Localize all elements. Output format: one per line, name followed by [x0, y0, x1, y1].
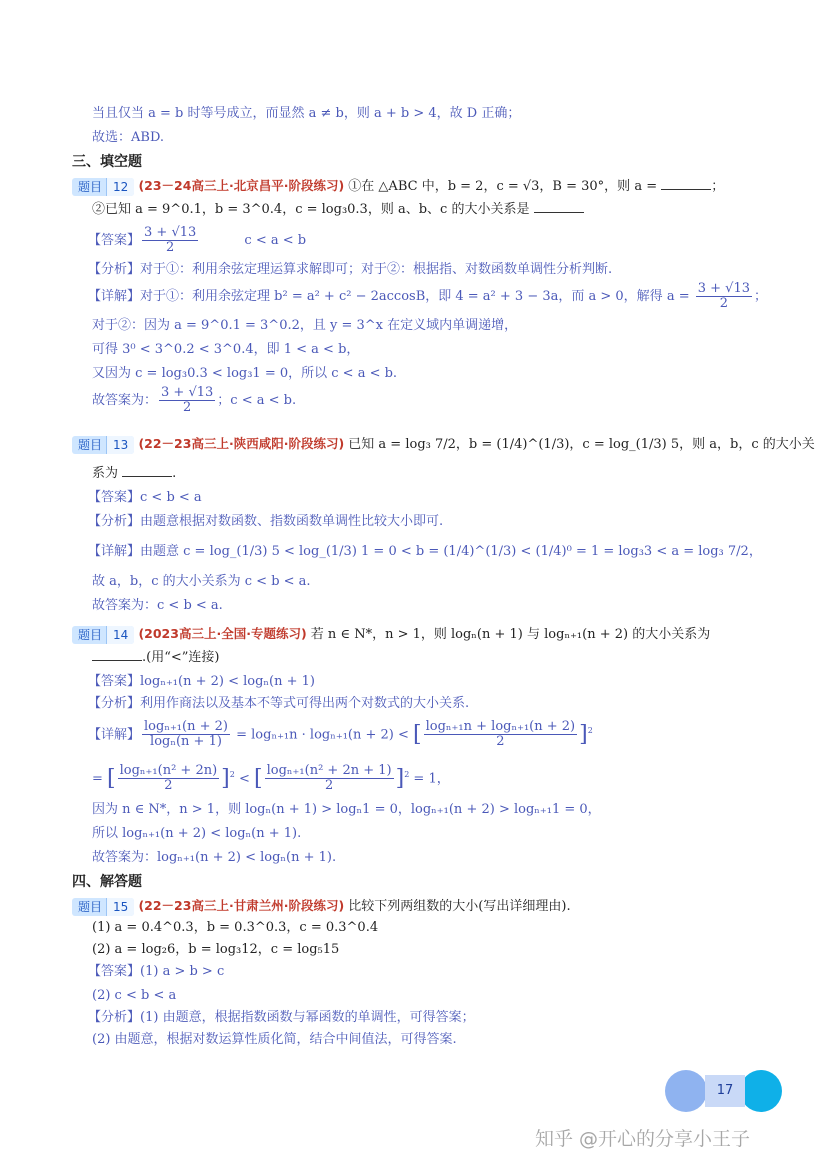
question-source: (2023高三上·全国·专题练习)	[138, 626, 307, 641]
question-13-stem-2: 系为 .	[92, 466, 177, 481]
answer-blank	[661, 177, 711, 190]
detail-line: 故 a，b，c 的大小关系为 c < b < a.	[92, 574, 311, 589]
detail-line: = [ $\frac{\text{logₙ₊₁(n² + 2n)}}{2}$ ]$^2$ < [ $\frac{\text{logₙ₊₁(n² + 2n + 1)}}{2}$ ]$^2$ = 1，	[92, 763, 450, 794]
answer-blank	[122, 464, 172, 477]
section-heading: 三、填空题	[72, 154, 142, 170]
detail-line: 所以 logₙ₊₁(n + 2) < logₙ(n + 1).	[92, 826, 302, 841]
detail-line: 因为 n ∈ N*，n > 1，则 logₙ(n + 1) > logₙ1 = 0，logₙ₊₁(n + 2) > logₙ₊₁1 = 0，	[92, 802, 601, 817]
answer-line: 【答案】c < b < a	[88, 490, 202, 505]
question-part: (2) a = log₂6，b = log₃12，c = log₅15	[92, 942, 340, 957]
answer-line: (2) c < b < a	[92, 988, 177, 1003]
detail-line: 对于②：因为 a = 9^0.1 = 3^0.2，且 y = 3^x 在定义域内单调递增，	[92, 318, 518, 333]
fraction: $\frac{\text{logₙ₊₁(n² + 2n + 1)}}{2}$	[266, 763, 392, 794]
detail-line: 又因为 c = log₃0.3 < log₃1 = 0，所以 c < a < b.	[92, 366, 398, 381]
final-answer-line: 故答案为：c < b < a.	[92, 598, 223, 613]
solution-line: 当且仅当 a = b 时等号成立，而显然 a ≠ b，则 a + b > 4，故 D 正确；	[92, 106, 521, 121]
solution-line: 故选：ABD.	[92, 130, 165, 145]
answer-blank	[534, 200, 584, 213]
final-answer-line: 故答案为： $\frac{3 + √13}{2}$ ；c < a < b.	[92, 385, 297, 415]
answer-blank	[92, 648, 142, 661]
question-tag: 题目 12	[72, 178, 134, 196]
question-tag: 题目 15	[72, 898, 134, 916]
watermark: 知乎 @开心的分享小王子	[535, 1128, 751, 1150]
detail-line: 【详解】 $\frac{\text{logₙ₊₁(n + 2)}}{\text{logₙ(n + 1)}}$ = logₙ₊₁n · logₙ₊₁(n + 2) < [ $\frac{\text{logₙ₊₁n + logₙ₊₁(n + 2)}}{2}$ ]$^2$	[88, 719, 593, 750]
analysis-line: (2) 由题意，根据对数运算性质化简，结合中间值法，可得答案.	[92, 1032, 457, 1047]
final-answer-line: 故答案为：logₙ₊₁(n + 2) < logₙ(n + 1).	[92, 850, 337, 865]
question-12-stem-2: ②已知 a = 9^0.1，b = 3^0.4，c = log₃0.3，则 a、b、c 的大小关系是	[92, 200, 584, 220]
fraction: $\frac{3 + √13}{2}$	[697, 281, 750, 311]
answer-line: 【答案】 $\frac{3 + √13}{2}$ c < a < b	[88, 225, 307, 255]
answer-line: 【答案】logₙ₊₁(n + 2) < logₙ(n + 1)	[88, 674, 315, 689]
answer-line: 【答案】(1) a > b > c	[88, 964, 225, 979]
detail-line: 【详解】对于①：利用余弦定理 b² = a² + c² − 2accosB，即 4 = a² + 3 − 3a，而 a > 0，解得 a = $\frac{3 + √13}{2}$ ；	[88, 281, 768, 311]
page-number: 17	[705, 1075, 745, 1107]
question-tag: 题目 14	[72, 626, 134, 644]
question-14-stem: 题目 14 (2023高三上·全国·专题练习) 若 n ∈ N*，n > 1，则 logₙ(n + 1) 与 logₙ₊₁(n + 2) 的大小关系为	[72, 624, 710, 645]
question-14-stem-2: .(用“<”连接)	[92, 648, 219, 668]
detail-line: 可得 3⁰ < 3^0.2 < 3^0.4，即 1 < a < b，	[92, 342, 360, 357]
question-source: (22－23高三上·陕西咸阳·阶段练习)	[138, 436, 345, 451]
analysis-line: 【分析】(1) 由题意，根据指数函数与幂函数的单调性，可得答案；	[88, 1010, 475, 1025]
question-part: (1) a = 0.4^0.3，b = 0.3^0.3，c = 0.3^0.4	[92, 920, 379, 935]
question-12-stem: 题目 12 (23－24高三上·北京昌平·阶段练习) ①在 △ABC 中，b = 2，c = √3，B = 30°，则 a = ；	[72, 176, 724, 197]
analysis-line: 【分析】由题意根据对数函数、指数函数单调性比较大小即可.	[88, 514, 444, 529]
analysis-line: 【分析】利用作商法以及基本不等式可得出两个对数式的大小关系.	[88, 696, 470, 711]
fraction: $\frac{\text{logₙ₊₁(n² + 2n)}}{2}$	[119, 763, 218, 794]
fraction: $\frac{\text{logₙ₊₁(n + 2)}}{\text{logₙ(n + 1)}}$	[144, 719, 228, 750]
question-source: (23－24高三上·北京昌平·阶段练习)	[138, 178, 345, 193]
analysis-line: 【分析】对于①：利用余弦定理运算求解即可；对于②：根据指、对数函数单调性分析判断.	[88, 262, 613, 277]
question-tag: 题目 13	[72, 436, 134, 454]
section-heading: 四、解答题	[72, 874, 142, 890]
question-source: (22－23高三上·甘肃兰州·阶段练习)	[138, 898, 345, 913]
fraction: $\frac{\text{logₙ₊₁n + logₙ₊₁(n + 2)}}{2}$	[425, 719, 576, 750]
detail-line: 【详解】由题意 c = log_(1/3) 5 < log_(1/3) 1 = 0 < b = (1/4)^(1/3) < (1/4)⁰ = 1 = log₃3 < a = log₃ 7/2，	[88, 544, 762, 559]
fraction: $\frac{3 + √13}{2}$	[144, 225, 197, 255]
fraction: $\frac{3 + √13}{2}$	[161, 385, 214, 415]
page-decoration	[740, 1070, 782, 1112]
question-15-stem: 题目 15 (22－23高三上·甘肃兰州·阶段练习) 比较下列两组数的大小(写出详细理由).	[72, 896, 571, 917]
page-decoration	[665, 1070, 707, 1112]
question-13-stem: 题目 13 (22－23高三上·陕西咸阳·阶段练习) 已知 a = log₃ 7/2，b = (1/4)^(1/3)，c = log_(1/3) 5，则 a，b，c 的大小关	[72, 434, 815, 455]
